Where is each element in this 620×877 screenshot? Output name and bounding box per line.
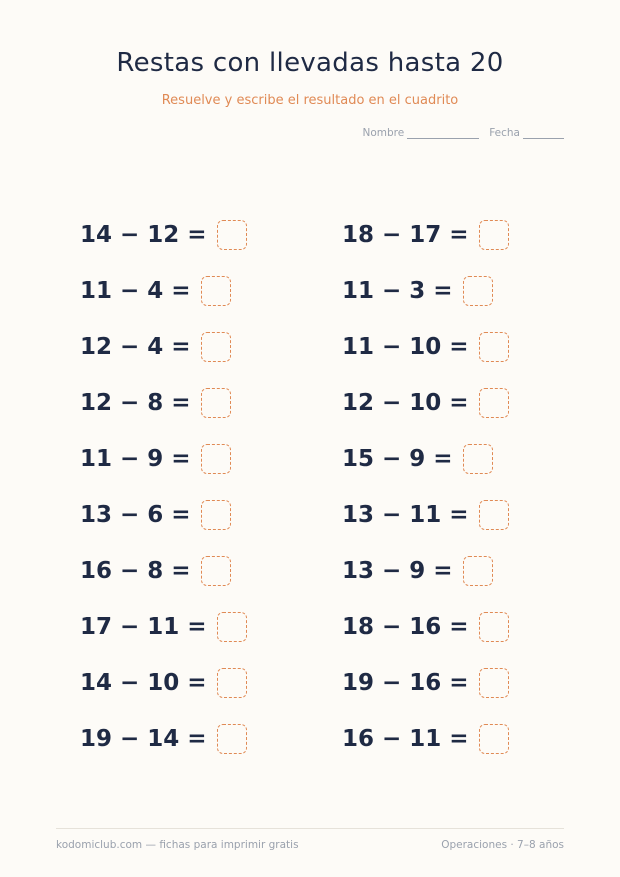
problem-text: 11 − 9 = — [80, 446, 191, 472]
problem-item — [342, 666, 509, 700]
problem-item — [80, 666, 247, 700]
problem-text: 19 − 16 = — [342, 670, 469, 696]
footer-site-text: kodomiclub.com — fichas para imprimir gratis — [56, 839, 299, 851]
page-subtitle: Resuelve y escribe el resultado en el cuadrito — [161, 93, 459, 108]
page-title: Restas con llevadas hasta 20 — [116, 48, 504, 78]
problem-item — [80, 386, 231, 420]
date-field[interactable] — [523, 128, 564, 139]
answer-box[interactable] — [201, 556, 231, 586]
problem-item — [80, 330, 231, 364]
problem-text: 14 − 10 = — [80, 670, 207, 696]
problem-text: 18 − 17 = — [342, 222, 469, 248]
problem-text: 12 − 10 = — [342, 390, 469, 416]
student-fields — [362, 127, 564, 139]
answer-box[interactable] — [479, 724, 509, 754]
problem-item — [80, 218, 247, 252]
answer-box[interactable] — [201, 444, 231, 474]
problem-item — [80, 498, 231, 532]
problem-text: 14 − 12 = — [80, 222, 207, 248]
answer-box[interactable] — [217, 220, 247, 250]
problem-text: 15 − 9 = — [342, 446, 453, 472]
problem-item — [80, 274, 231, 308]
problem-item — [342, 722, 509, 756]
footer-divider — [56, 828, 564, 829]
footer-category-text: Operaciones · 7–8 años — [441, 839, 564, 851]
problem-text: 19 − 14 = — [80, 726, 207, 752]
problem-text: 13 − 9 = — [342, 558, 453, 584]
answer-box[interactable] — [201, 388, 231, 418]
problem-item — [342, 386, 509, 420]
answer-box[interactable] — [479, 332, 509, 362]
answer-box[interactable] — [463, 444, 493, 474]
name-label: Nombre — [362, 127, 405, 139]
problem-item — [80, 722, 247, 756]
problem-item — [342, 274, 493, 308]
answer-box[interactable] — [217, 612, 247, 642]
date-label: Fecha — [489, 127, 520, 139]
problem-text: 12 − 4 = — [80, 334, 191, 360]
problem-item — [80, 554, 231, 588]
answer-box[interactable] — [479, 612, 509, 642]
problem-item — [342, 442, 493, 476]
problem-text: 11 − 4 = — [80, 278, 191, 304]
answer-box[interactable] — [479, 220, 509, 250]
answer-box[interactable] — [201, 276, 231, 306]
problem-item — [342, 498, 509, 532]
answer-box[interactable] — [479, 388, 509, 418]
problem-text: 11 − 3 = — [342, 278, 453, 304]
problem-item — [80, 442, 231, 476]
answer-box[interactable] — [479, 668, 509, 698]
problem-item — [80, 610, 247, 644]
answer-box[interactable] — [463, 276, 493, 306]
problem-item — [342, 330, 509, 364]
answer-box[interactable] — [217, 724, 247, 754]
problem-text: 13 − 11 = — [342, 502, 469, 528]
problem-text: 12 − 8 = — [80, 390, 191, 416]
problem-text: 16 − 11 = — [342, 726, 469, 752]
problem-text: 11 − 10 = — [342, 334, 469, 360]
answer-box[interactable] — [201, 332, 231, 362]
name-field[interactable] — [407, 128, 479, 139]
problem-text: 16 − 8 = — [80, 558, 191, 584]
problem-text: 17 − 11 = — [80, 614, 207, 640]
answer-box[interactable] — [201, 500, 231, 530]
problem-item — [342, 218, 509, 252]
answer-box[interactable] — [463, 556, 493, 586]
problem-item — [342, 554, 493, 588]
problem-text: 18 − 16 = — [342, 614, 469, 640]
answer-box[interactable] — [479, 500, 509, 530]
answer-box[interactable] — [217, 668, 247, 698]
problem-text: 13 − 6 = — [80, 502, 191, 528]
problem-item — [342, 610, 509, 644]
